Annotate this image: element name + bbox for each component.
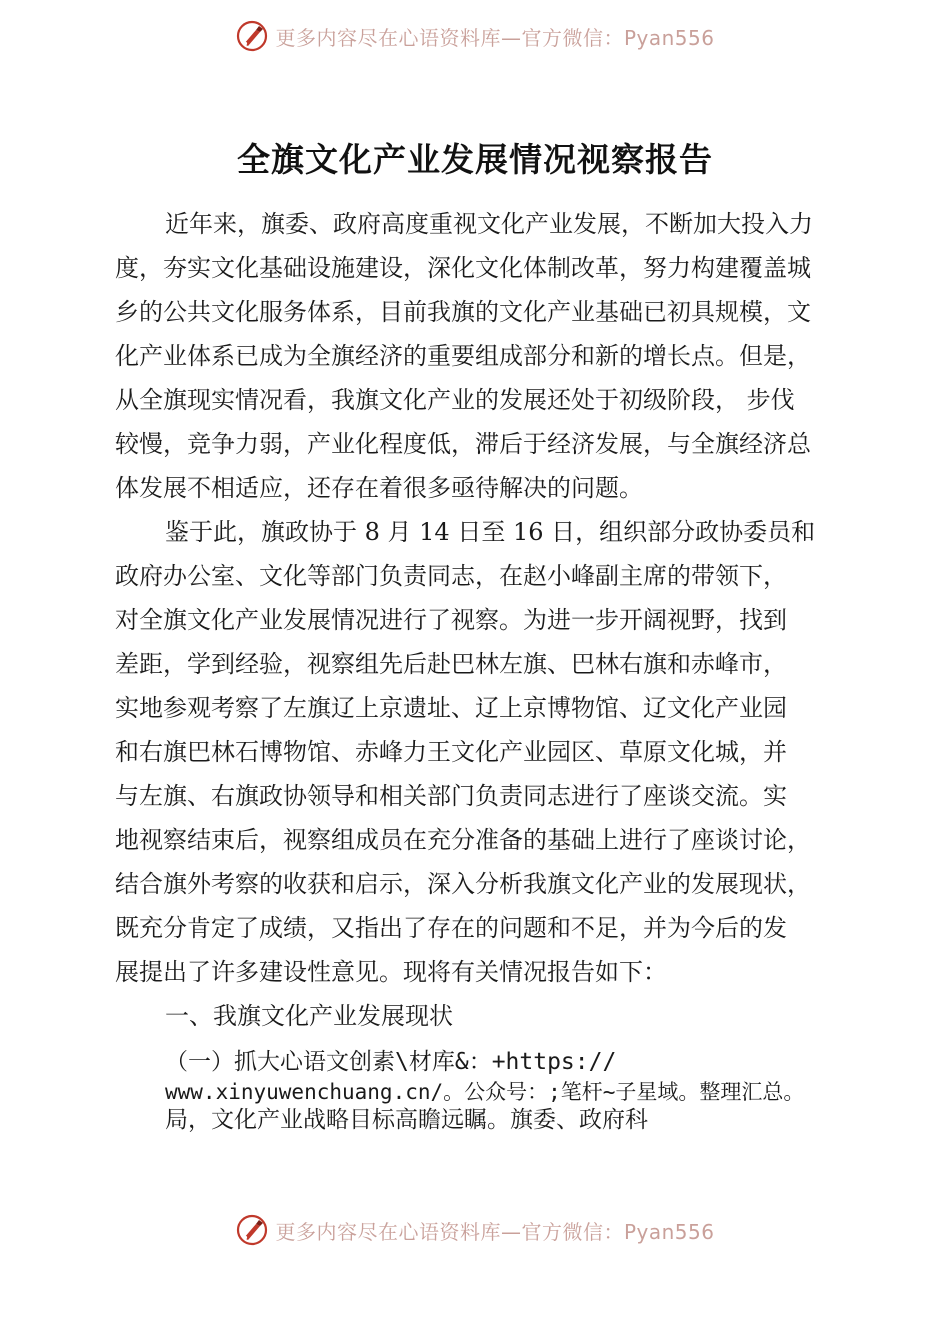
section-heading: 一、我旗文化产业发展现状 — [165, 1002, 453, 1030]
paragraph-line: 局，文化产业战略目标高瞻远瞩。旗委、政府科 — [165, 1107, 648, 1133]
paragraph-line: 对全旗文化产业发展情况进行了视察。为进一步开阔视野，找到 — [115, 606, 787, 634]
paragraph-line: 和右旗巴林石博物馆、赤峰力王文化产业园区、草原文化城，并 — [115, 738, 787, 766]
paragraph-line: www.xinyuwenchuang.cn/。公众号：;笔杆~子星域。整理汇总。 — [165, 1080, 805, 1104]
paragraph-line: 展提出了许多建设性意见。现将有关情况报告如下： — [115, 958, 667, 986]
paragraph-line: 结合旗外考察的收获和启示，深入分析我旗文化产业的发展现状， — [115, 870, 811, 898]
paragraph-line: 体发展不相适应，还存在着很多亟待解决的问题。 — [115, 474, 643, 502]
paragraph-line: 政府办公室、文化等部门负责同志，在赵小峰副主席的带领下， — [115, 562, 787, 590]
paragraph-line: 乡的公共文化服务体系，目前我旗的文化产业基础已初具规模，文 — [115, 298, 811, 326]
banner-text: 更多内容尽在心语资料库—官方微信：Pyan556 — [275, 25, 715, 50]
paragraph-line: 较慢，竞争力弱，产业化程度低，滞后于经济发展，与全旗经济总 — [115, 430, 811, 458]
pen-logo-icon — [235, 19, 269, 53]
footer-banner — [0, 1208, 950, 1252]
paragraph-line: 化产业体系已成为全旗经济的重要组成部分和新的增长点。但是， — [115, 342, 811, 370]
paragraph-line: 差距，学到经验，视察组先后赴巴林左旗、巴林右旗和赤峰市， — [115, 650, 787, 678]
paragraph-line: 实地参观考察了左旗辽上京遗址、辽上京博物馆、辽文化产业园 — [115, 694, 787, 722]
paragraph-line: 度，夯实文化基础设施建设，深化文化体制改革，努力构建覆盖城 — [115, 254, 811, 282]
document-title: 全旗文化产业发展情况视察报告 — [237, 140, 713, 179]
paragraph-line: 从全旗现实情况看，我旗文化产业的发展还处于初级阶段， 步伐 — [115, 386, 795, 414]
paragraph-line: （一）抓大心语文创素\材库&：+https:// — [165, 1049, 617, 1075]
paragraph-line: 既充分肯定了成绩，又指出了存在的问题和不足，并为今后的发 — [115, 914, 787, 942]
paragraph-line: 近年来，旗委、政府高度重视文化产业发展，不断加大投入力 — [165, 210, 813, 238]
banner-text: 更多内容尽在心语资料库—官方微信：Pyan556 — [275, 1219, 715, 1244]
header-banner — [0, 14, 950, 58]
paragraph-line: 鉴于此，旗政协于 8 月 14 日至 16 日，组织部分政协委员和 — [165, 518, 816, 546]
pen-logo-icon — [235, 1213, 269, 1247]
paragraph-line: 地视察结束后，视察组成员在充分准备的基础上进行了座谈讨论， — [115, 826, 811, 854]
paragraph-line: 与左旗、右旗政协领导和相关部门负责同志进行了座谈交流。实 — [115, 782, 787, 810]
